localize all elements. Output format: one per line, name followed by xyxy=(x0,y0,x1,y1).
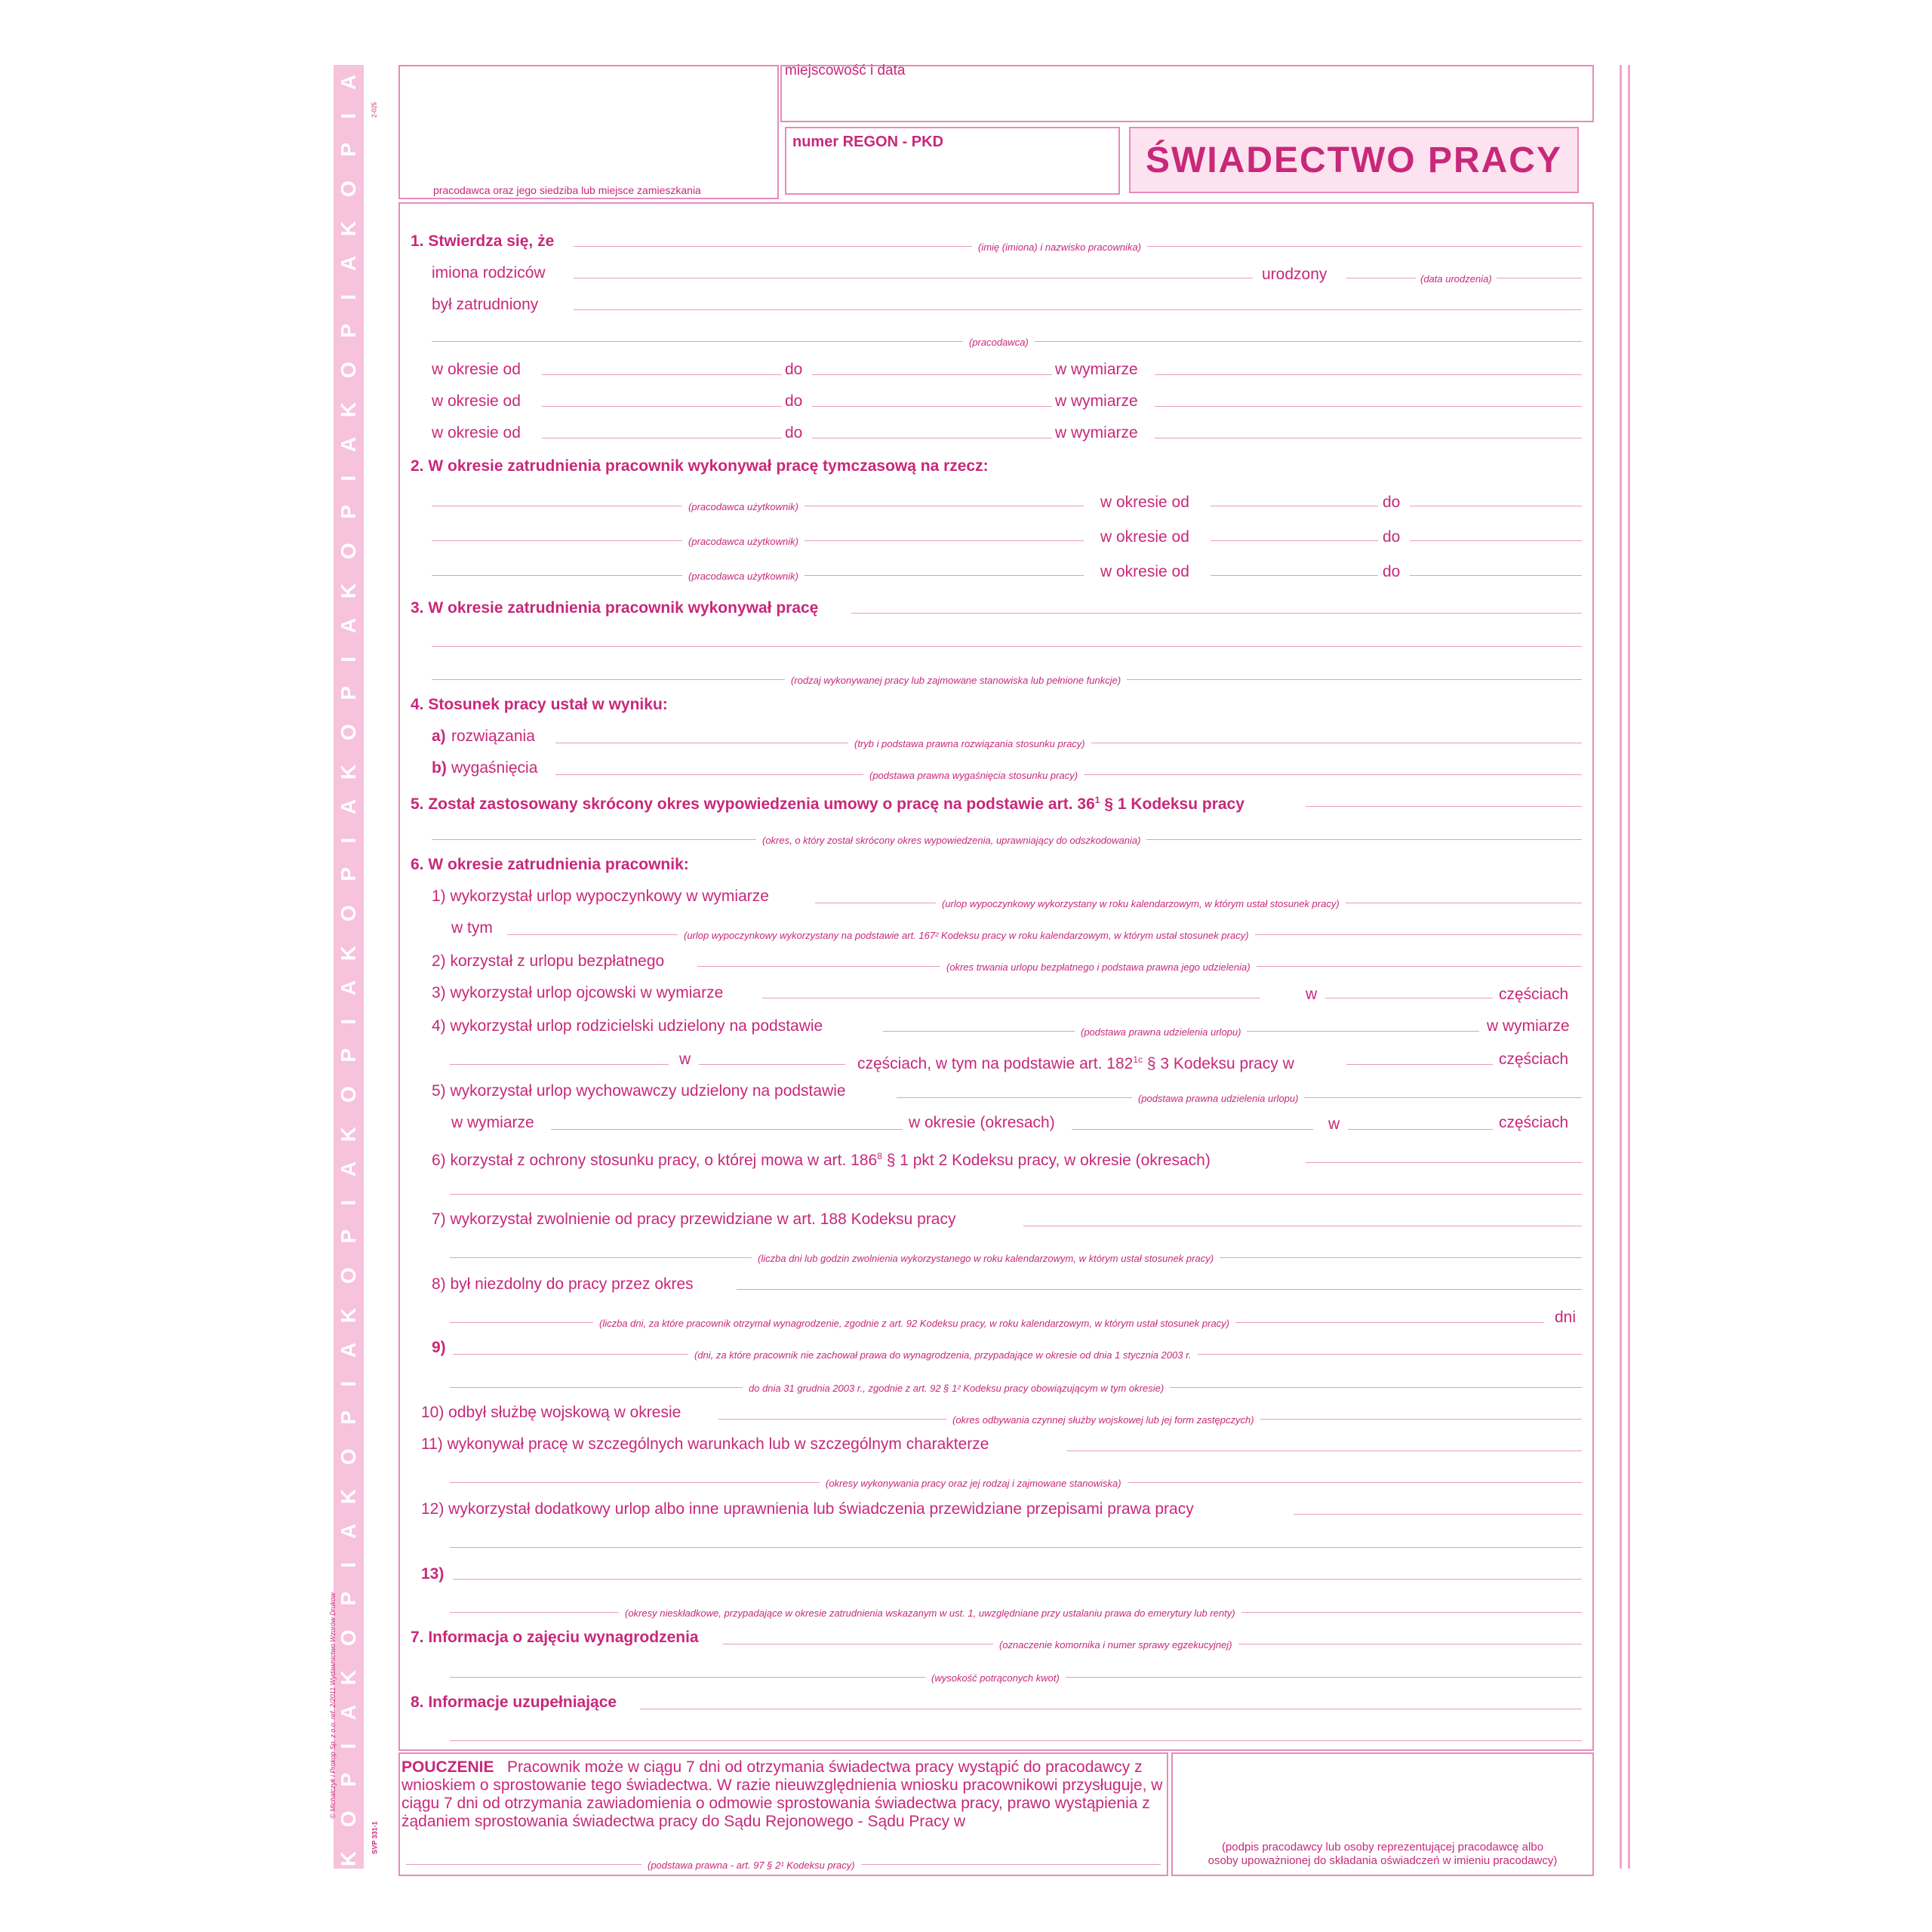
s6-item-5-w: w xyxy=(1328,1115,1340,1133)
s6-item-11: 11) wykonywał pracę w szczególnych warunkach lub w szczególnym charakterze xyxy=(421,1435,989,1453)
s2-to: do xyxy=(1383,563,1401,580)
right-border xyxy=(1620,65,1622,1869)
s6-item-5-period: w okresie (okresach) xyxy=(909,1114,1055,1131)
s3-caption: (rodzaj wykonywanej pracy lub zajmowane stanowiska lub pełnione funkcje) xyxy=(785,675,1127,687)
employer-caption: pracodawca oraz jego siedziba lub miejsce zamieszkania xyxy=(433,184,701,196)
signature-caption-2: osoby upoważnionej do składania oświadczeń w imieniu pracodawcy) xyxy=(1208,1854,1558,1867)
born-caption: (data urodzenia) xyxy=(1416,273,1497,285)
signature-caption-1: (podpis pracodawcy lub osoby reprezentującej pracodawcę albo xyxy=(1221,1841,1544,1854)
form-code: 2-025 xyxy=(371,101,378,118)
s6-item-9: 9) xyxy=(432,1339,446,1356)
s6-item-6-field-2[interactable] xyxy=(450,1194,1582,1195)
period-from-label: w okresie od xyxy=(432,424,521,441)
s6-item-5: 5) wykorzystał urlop wychowawczy udzielony na podstawie xyxy=(432,1082,846,1100)
s4-a-label: rozwiązania xyxy=(451,728,535,745)
kopia-watermark: K O P I A xyxy=(337,427,360,599)
s2-from-field[interactable] xyxy=(1211,540,1378,541)
s6-item-5-caption: (podstawa prawna udzielenia urlopu) xyxy=(1132,1093,1304,1105)
user-employer-caption: (pracodawca użytkownik) xyxy=(682,501,804,513)
s2-period-from: w okresie od xyxy=(1100,563,1189,580)
s6-item-4-extent: w wymiarze xyxy=(1487,1017,1570,1035)
s6-item-9-caption-2: do dnia 31 grudnia 2003 r., zgodnie z art. 92 § 1² Kodeksu pracy obowiązującym w tym okresie) xyxy=(743,1383,1170,1395)
kopia-watermark: K O P I A xyxy=(337,971,360,1143)
s6-item-8-days: dni xyxy=(1555,1309,1577,1326)
s6-item-7-caption: (liczba dni lub godzin zwolnienia wykorzystanego w roku kalendarzowym, w którym ustał stosunek pracy) xyxy=(752,1253,1220,1265)
main-form-frame xyxy=(398,202,1594,1751)
s6-item-4: 4) wykorzystał urlop rodzicielski udzielony na podstawie xyxy=(432,1017,823,1035)
s6-item-13-caption: (okresy nieskładkowe, przypadające w okresie zatrudnienia wskazanym w ust. 1, uwzględniane przy ustalaniu prawa do emerytury lub renty) xyxy=(619,1607,1241,1620)
extent-label: w wymiarze xyxy=(1055,361,1138,378)
employed-label: był zatrudniony xyxy=(432,296,539,313)
s3-field[interactable] xyxy=(851,613,1582,614)
s4-label: 4. Stosunek pracy ustał w wyniku: xyxy=(411,696,668,713)
form-number: SVP 331-1 xyxy=(371,1821,379,1854)
kopia-watermark: K O P I A xyxy=(337,608,360,780)
parents-label: imiona rodziców xyxy=(432,264,546,281)
s8-field-2[interactable] xyxy=(450,1740,1582,1741)
period-to-label: do xyxy=(785,424,803,441)
employed-field[interactable] xyxy=(574,309,1582,310)
kopia-watermark: K O P I A xyxy=(337,1695,360,1867)
s6-item-9-caption: (dni, za które pracownik nie zachował prawa do wynagrodzenia, przypadające w okresie od dnia 1 stycznia 2003 r. xyxy=(688,1349,1198,1361)
s6-item-5-period-field[interactable] xyxy=(1072,1129,1313,1130)
legal-caption: (podstawa prawna - art. 97 § 2¹ Kodeksu pracy) xyxy=(641,1860,861,1872)
s6-item-4-parts: częściach, w tym na podstawie art. $182^{1c}$ § 3 Kodeksu pracy w xyxy=(857,1054,1294,1072)
s6-item-1: 1) wykorzystał urlop wypoczynkowy w wymiarze xyxy=(432,888,769,905)
s6-item-3: 3) wykorzystał urlop ojcowski w wymiarze xyxy=(432,984,724,1001)
period-to-label: do xyxy=(785,361,803,378)
s7-label: 7. Informacja o zajęciu wynagrodzenia xyxy=(411,1629,699,1646)
s4-b-label: wygaśnięcia xyxy=(451,759,538,777)
s2-label: 2. W okresie zatrudnienia pracownik wykonywał pracę tymczasową na rzecz: xyxy=(411,457,989,475)
s6-item-5-extent: w wymiarze xyxy=(451,1114,534,1131)
extent-label: w wymiarze xyxy=(1055,424,1138,441)
s5-caption: (okres, o który został skrócony okres wypowiedzenia, uprawniający do odszkodowania) xyxy=(756,835,1146,847)
s2-to-field[interactable] xyxy=(1410,540,1582,541)
s6-item-6: 6) korzystał z ochrony stosunku pracy, o której mowa w art. $186^8$ § 1 pkt 2 Kodeksu pracy, w okresie (okresach) xyxy=(432,1151,1211,1169)
s6-item-2: 2) korzystał z urlopu bezpłatnego xyxy=(432,952,665,970)
s6-item-4-caption: (podstawa prawna udzielenia urlopu) xyxy=(1075,1026,1247,1038)
born-label: urodzony xyxy=(1262,266,1327,283)
period-from-label: w okresie od xyxy=(432,392,521,410)
extent-field[interactable] xyxy=(1155,374,1582,375)
kopia-watermark: K O P I A xyxy=(337,65,360,237)
s4-b-prefix: b) xyxy=(432,759,447,777)
kopia-watermark: K O P I A xyxy=(337,789,360,961)
s6-item-13-field[interactable] xyxy=(453,1579,1582,1580)
period-from-field[interactable] xyxy=(542,406,782,407)
s6-item-5-extent-field[interactable] xyxy=(551,1129,903,1130)
s5-label: 5. Został zastosowany skrócony okres wypowiedzenia umowy o pracę na podstawie art. $36^1$ § 1 Kodeksu pracy xyxy=(411,795,1244,813)
s6-item-4-parts2: częściach xyxy=(1499,1051,1569,1068)
place-date-label: miejscowość i data xyxy=(785,63,906,78)
s6-item-1-wtym: w tym xyxy=(451,919,493,937)
s2-to: do xyxy=(1383,494,1401,511)
s6-item-3-w: w xyxy=(1306,986,1318,1003)
s4-a-caption: (tryb i podstawa prawna rozwiązania stosunku pracy) xyxy=(848,738,1091,750)
s3-label: 3. W okresie zatrudnienia pracownik wykonywał pracę xyxy=(411,599,819,617)
s6-item-12: 12) wykorzystał dodatkowy urlop albo inne uprawnienia lub świadczenia przewidziane przepisami prawa pracy xyxy=(421,1500,1194,1518)
kopia-watermark: K O P I A xyxy=(337,246,360,418)
s2-to-field[interactable] xyxy=(1410,575,1582,576)
period-to-label: do xyxy=(785,392,803,410)
s2-period-from: w okresie od xyxy=(1100,528,1189,546)
right-border xyxy=(1628,65,1630,1869)
s6-item-5-parts: częściach xyxy=(1499,1114,1569,1131)
kopia-watermark: K O P I A xyxy=(337,1333,360,1505)
s1-label: 1. Stwierdza się, że xyxy=(411,232,555,250)
s5-field[interactable] xyxy=(1306,806,1582,807)
s6-item-10: 10) odbył służbę wojskową w okresie xyxy=(421,1404,681,1421)
s6-item-3-parts: częściach xyxy=(1499,986,1569,1003)
pouczenie-heading: POUCZENIE xyxy=(401,1758,494,1776)
period-from-label: w okresie od xyxy=(432,361,521,378)
s6-item-4-parts2-field[interactable] xyxy=(1346,1064,1493,1065)
s7-caption: (oznaczenie komornika i numer sprawy egzekucyjnej) xyxy=(993,1639,1238,1651)
period-to-field[interactable] xyxy=(812,406,1052,407)
s6-item-1-wtym-caption: (urlop wypoczynkowy wykorzystany na podstawie art. 167² Kodeksu pracy w roku kalendarzowym, w którym ustał stosunek pracy) xyxy=(678,930,1255,942)
s6-item-11-caption: (okresy wykonywania pracy oraz jej rodzaj i zajmowane stanowiska) xyxy=(820,1478,1128,1490)
employer-box[interactable] xyxy=(398,65,779,199)
s4-b-caption: (podstawa prawna wygaśnięcia stosunku pracy) xyxy=(863,770,1084,782)
period-from-field[interactable] xyxy=(542,374,782,375)
s6-item-13: 13) xyxy=(421,1565,445,1583)
s6-item-10-caption: (okres odbywania czynnej służby wojskowej lub jej form zastępczych) xyxy=(946,1414,1260,1426)
regon-label: numer REGON - PKD xyxy=(792,134,944,150)
s6-item-8: 8) był niezdolny do pracy przez okres xyxy=(432,1275,694,1293)
s2-period-from: w okresie od xyxy=(1100,494,1189,511)
s6-item-4-parts-field[interactable] xyxy=(699,1064,845,1065)
page-title: ŚWIADECTWO PRACY xyxy=(1129,127,1579,193)
kopia-watermark: K O P I A xyxy=(337,1514,360,1686)
s2-to: do xyxy=(1383,528,1401,546)
s8-label: 8. Informacje uzupełniające xyxy=(411,1694,617,1711)
s6-item-8-caption: (liczba dni, za które pracownik otrzymał wynagrodzenie, zgodnie z art. 92 Kodeksu pracy, w roku kalendarzowym, w którym ustał stosunek pracy) xyxy=(593,1318,1235,1330)
period-to-field[interactable] xyxy=(812,374,1052,375)
s7-caption-2: (wysokość potrąconych kwot) xyxy=(925,1672,1066,1684)
s6-item-12-field[interactable] xyxy=(1294,1514,1582,1515)
name-caption: (imię (imiona) i nazwisko pracownika) xyxy=(972,242,1147,254)
user-employer-caption: (pracodawca użytkownik) xyxy=(682,571,804,583)
publisher-note: © Michalczyk i Prokop Sp. z o.o. ref. 2/2011 Wydawnictwo Wzorów Drukow xyxy=(329,1592,337,1819)
s4-a-prefix: a) xyxy=(432,728,446,745)
s6-item-6-field[interactable] xyxy=(1306,1162,1582,1163)
s6-item-4-w: w xyxy=(679,1051,691,1068)
s6-item-8-field[interactable] xyxy=(737,1289,1582,1290)
s6-item-7: 7) wykorzystał zwolnienie od pracy przewidziane w art. 188 Kodeksu pracy xyxy=(432,1211,956,1228)
s6-item-4-extent-field[interactable] xyxy=(450,1064,669,1065)
pouczenie xyxy=(401,1758,1164,1831)
extent-label: w wymiarze xyxy=(1055,392,1138,410)
extent-field[interactable] xyxy=(1155,406,1582,407)
s6-item-12-field-2[interactable] xyxy=(450,1547,1582,1548)
s2-from-field[interactable] xyxy=(1211,575,1378,576)
s3-field-2[interactable] xyxy=(432,646,1582,647)
kopia-watermark: K O P I A xyxy=(337,1152,360,1324)
employer-caption-s1: (pracodawca) xyxy=(963,337,1035,349)
s6-item-5-parts-field[interactable] xyxy=(1348,1129,1493,1130)
pouczenie-text: Pracownik może w ciągu 7 dni od otrzymania świadectwa pracy wystąpić do pracodawcy z wnioskiem o sprostowanie tego świadectwa. W razie nieuwzględnienia wniosku pracownikowi przysługuje, w ciągu 7 dni od otrzymania zawiadomienia o odmowie sprostowania świadectwa pracy, prawo wystąpienia z żądaniem sprostowania świadectwa pracy do Sądu Rejonowego - Sądu Pracy w xyxy=(401,1758,1163,1830)
s6-item-1-caption: (urlop wypoczynkowy wykorzystany w roku kalendarzowym, w którym ustał stosunek pracy) xyxy=(936,898,1346,910)
user-employer-caption: (pracodawca użytkownik) xyxy=(682,536,804,548)
s6-label: 6. W okresie zatrudnienia pracownik: xyxy=(411,856,689,873)
s6-item-2-caption: (okres trwania urlopu bezpłatnego i podstawa prawna jego udzielenia) xyxy=(940,961,1257,974)
